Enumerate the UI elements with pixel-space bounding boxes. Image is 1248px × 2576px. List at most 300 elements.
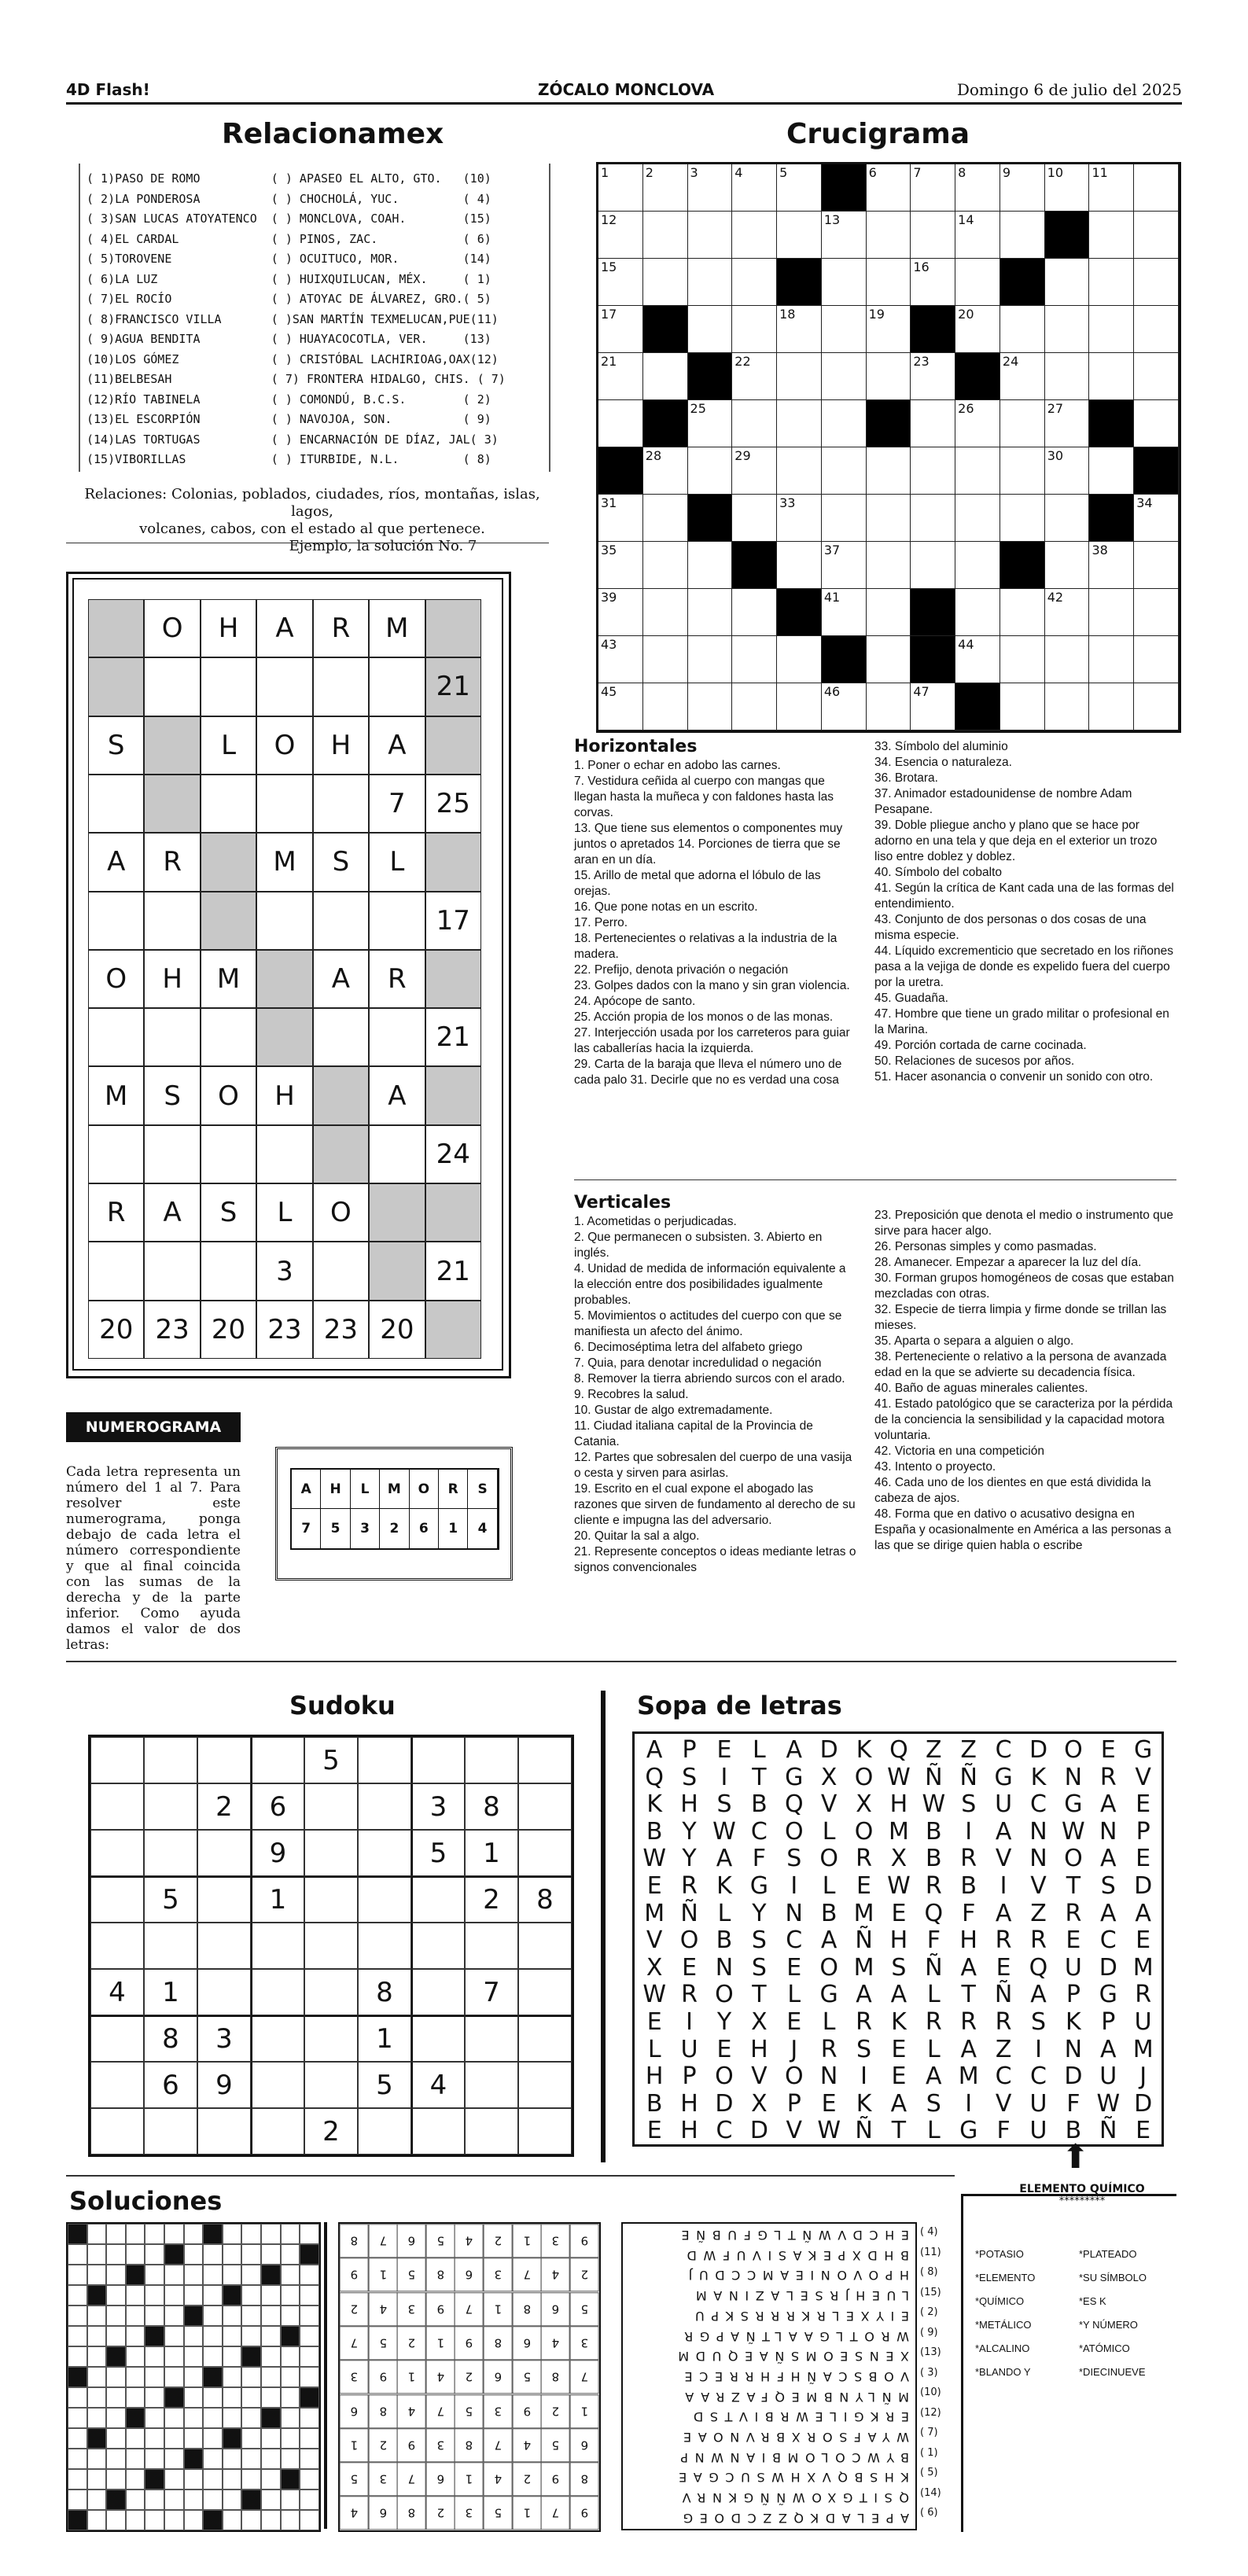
crossword-cell[interactable]	[1045, 589, 1090, 636]
numerograma-cell[interactable]: A	[369, 716, 425, 775]
word-search-letter[interactable]: S	[786, 1845, 802, 1873]
crossword-cell[interactable]	[911, 683, 955, 730]
crossword-cell[interactable]	[1045, 636, 1090, 683]
word-search-letter[interactable]: V	[1030, 1872, 1047, 1900]
word-search-letter[interactable]: A	[995, 1899, 1012, 1927]
word-search-letter[interactable]: C	[786, 1926, 803, 1955]
crossword-cell[interactable]	[598, 212, 643, 259]
sudoku-cell[interactable]	[304, 1969, 358, 2015]
crossword-cell[interactable]	[1045, 542, 1090, 589]
word-search-letter[interactable]: Q	[784, 1790, 804, 1819]
crossword-cell[interactable]	[777, 164, 822, 212]
word-search-letter[interactable]: Y	[752, 1899, 767, 1927]
word-search-letter[interactable]: M	[1132, 1953, 1154, 1982]
sudoku-cell[interactable]	[197, 1737, 251, 1783]
word-search-letter[interactable]: P	[786, 2089, 801, 2118]
numerograma-cell[interactable]	[88, 657, 144, 716]
word-search-letter[interactable]: E	[1136, 1845, 1151, 1873]
numerograma-cell[interactable]: H	[256, 1066, 312, 1124]
word-search-letter[interactable]: Y	[716, 2008, 732, 2036]
crossword-cell[interactable]	[688, 636, 733, 683]
crossword-cell[interactable]	[598, 259, 643, 306]
word-search-letter[interactable]: E	[716, 2035, 732, 2063]
numerograma-cell[interactable]: A	[144, 1183, 200, 1242]
sudoku-cell[interactable]	[90, 2015, 144, 2062]
word-search-letter[interactable]: Q	[1029, 1953, 1048, 1982]
word-search-letter[interactable]: Z	[960, 1736, 977, 1764]
crossword-cell[interactable]	[867, 447, 911, 495]
numerograma-cell[interactable]: S	[313, 833, 369, 891]
crossword-cell[interactable]	[1000, 353, 1045, 400]
word-search-letter[interactable]: Ñ	[925, 1763, 943, 1791]
word-search-letter[interactable]: E	[1136, 1926, 1151, 1955]
crossword-cell[interactable]	[867, 306, 911, 353]
numerograma-cell[interactable]: O	[313, 1183, 369, 1242]
numerograma-cell[interactable]: R	[144, 833, 200, 891]
crossword-cell[interactable]	[822, 683, 867, 730]
word-search-letter[interactable]: G	[819, 1981, 838, 2009]
crossword-cell[interactable]	[1134, 259, 1179, 306]
word-search-letter[interactable]: E	[716, 1736, 732, 1764]
numerograma-cell[interactable]	[201, 892, 256, 950]
numerograma-cell[interactable]	[144, 716, 200, 775]
numerograma-cell[interactable]	[313, 1008, 369, 1066]
numerograma-cell[interactable]: H	[201, 599, 256, 657]
word-search-letter[interactable]: Z	[1030, 1899, 1047, 1927]
word-search-letter[interactable]: Ñ	[925, 1953, 943, 1982]
word-search-letter[interactable]: I	[790, 1872, 798, 1900]
word-search-letter[interactable]: E	[646, 2117, 662, 2145]
crossword-cell[interactable]	[732, 589, 777, 636]
word-search-letter[interactable]: L	[822, 1872, 836, 1900]
crossword-cell[interactable]	[1089, 542, 1134, 589]
numerograma-cell[interactable]: H	[144, 950, 200, 1008]
word-search-letter[interactable]: W	[642, 1845, 667, 1873]
sudoku-cell[interactable]	[358, 1830, 411, 1876]
crossword-cell[interactable]	[867, 353, 911, 400]
numerograma-cell[interactable]	[369, 657, 425, 716]
numerograma-cell[interactable]	[313, 1125, 369, 1183]
word-search-letter[interactable]: C	[716, 2117, 733, 2145]
crossword-cell[interactable]	[732, 636, 777, 683]
crossword-cell[interactable]	[688, 400, 733, 447]
sudoku-cell[interactable]	[251, 1969, 304, 2015]
sudoku-cell[interactable]	[144, 1923, 197, 1969]
crossword-cell[interactable]	[1089, 353, 1134, 400]
word-search-letter[interactable]: T	[752, 1981, 767, 2009]
sudoku-cell[interactable]	[411, 2015, 465, 2062]
word-search-letter[interactable]: L	[926, 1981, 941, 2009]
word-search-letter[interactable]: B	[960, 1872, 977, 1900]
sudoku-cell[interactable]	[465, 2062, 518, 2108]
word-search-letter[interactable]: A	[1135, 1899, 1151, 1927]
crossword-cell[interactable]	[822, 259, 867, 306]
crossword-cell[interactable]	[598, 683, 643, 730]
sudoku-cell[interactable]	[411, 1969, 465, 2015]
numerograma-cell[interactable]: O	[256, 716, 312, 775]
word-search-letter[interactable]: E	[1136, 1790, 1151, 1819]
crossword-cell[interactable]	[1000, 400, 1045, 447]
crossword-cell[interactable]	[1045, 683, 1090, 730]
crossword-cell[interactable]	[777, 542, 822, 589]
word-search-letter[interactable]: G	[1099, 1981, 1117, 2009]
numerograma-cell[interactable]	[256, 892, 312, 950]
crossword-cell[interactable]	[955, 164, 1000, 212]
crossword-cell[interactable]	[688, 306, 733, 353]
word-search-letter[interactable]: V	[1135, 1763, 1151, 1791]
sudoku-cell[interactable]	[197, 1830, 251, 1876]
word-search-letter[interactable]: E	[786, 1953, 802, 1982]
crossword-cell[interactable]	[732, 212, 777, 259]
word-search-letter[interactable]: R	[960, 1845, 977, 1873]
word-search-letter[interactable]: T	[961, 1981, 976, 2009]
word-search-letter[interactable]: Ñ	[959, 1763, 977, 1791]
word-search-letter[interactable]: B	[751, 1790, 768, 1819]
word-search-letter[interactable]: R	[960, 2008, 977, 2036]
sudoku-cell[interactable]	[251, 2062, 304, 2108]
word-search-letter[interactable]: E	[682, 1953, 698, 1982]
word-search-letter[interactable]: B	[1065, 2117, 1082, 2145]
numerograma-cell[interactable]	[313, 1242, 369, 1300]
word-search-letter[interactable]: V	[820, 1790, 838, 1819]
crossword-cell[interactable]	[911, 542, 955, 589]
crossword-cell[interactable]	[955, 212, 1000, 259]
numerograma-cell[interactable]: L	[201, 716, 256, 775]
word-search-letter[interactable]: C	[995, 2063, 1012, 2091]
sudoku-cell[interactable]	[304, 2062, 358, 2108]
crossword-cell[interactable]	[643, 164, 688, 212]
word-search-letter[interactable]: H	[680, 1790, 698, 1819]
numerograma-cell[interactable]: O	[144, 599, 200, 657]
sudoku-cell[interactable]	[518, 1830, 572, 1876]
crossword-cell[interactable]	[822, 589, 867, 636]
sudoku-cell[interactable]	[411, 1876, 465, 1923]
word-search-letter[interactable]: Q	[645, 1763, 664, 1791]
crossword-cell[interactable]	[688, 212, 733, 259]
word-search-letter[interactable]: I	[720, 1763, 728, 1791]
word-search-letter[interactable]: L	[926, 2035, 941, 2063]
crossword-cell[interactable]	[1134, 353, 1179, 400]
word-search-letter[interactable]: U	[680, 2035, 698, 2063]
word-search-letter[interactable]: O	[715, 2063, 734, 2091]
word-search-letter[interactable]: D	[1029, 1736, 1048, 1764]
sudoku-cell[interactable]	[358, 1876, 411, 1923]
word-search-letter[interactable]: C	[750, 1817, 768, 1846]
word-search-letter[interactable]: S	[856, 2035, 872, 2063]
word-search-letter[interactable]: S	[751, 1926, 767, 1955]
word-search-letter[interactable]: I	[1000, 1872, 1007, 1900]
word-search-letter[interactable]: A	[1100, 1790, 1117, 1819]
crossword-cell[interactable]	[1045, 353, 1090, 400]
numerograma-cell[interactable]: M	[256, 833, 312, 891]
word-search-letter[interactable]: R	[1065, 1899, 1082, 1927]
numerograma-cell[interactable]	[201, 833, 256, 891]
numerograma-cell[interactable]: R	[313, 599, 369, 657]
numerograma-cell[interactable]	[144, 1242, 200, 1300]
word-search-letter[interactable]: A	[1100, 1845, 1117, 1873]
word-search-letter[interactable]: N	[819, 2063, 838, 2091]
crossword-cell[interactable]	[867, 636, 911, 683]
crossword-cell[interactable]	[822, 212, 867, 259]
word-search-letter[interactable]: F	[996, 2117, 1011, 2145]
crossword-cell[interactable]	[777, 447, 822, 495]
crossword-cell[interactable]	[643, 636, 688, 683]
sudoku-cell[interactable]	[90, 1923, 144, 1969]
crossword-cell[interactable]	[822, 353, 867, 400]
word-search-letter[interactable]: R	[1099, 1763, 1117, 1791]
word-search-letter[interactable]: G	[1064, 1790, 1083, 1819]
crossword-cell[interactable]	[1045, 164, 1090, 212]
crossword-cell[interactable]	[867, 259, 911, 306]
crossword-cell[interactable]	[1000, 306, 1045, 353]
crossword-cell[interactable]	[1089, 212, 1134, 259]
word-search-letter[interactable]: H	[680, 2117, 698, 2145]
word-search-letter[interactable]: X	[856, 1790, 872, 1819]
word-search-letter[interactable]: H	[645, 2063, 664, 2091]
crossword-cell[interactable]	[643, 495, 688, 542]
crossword-cell[interactable]	[777, 683, 822, 730]
word-search-letter[interactable]: O	[854, 1817, 874, 1846]
crossword-cell[interactable]	[1000, 495, 1045, 542]
word-search-letter[interactable]: R	[856, 1845, 872, 1873]
crossword-cell[interactable]	[643, 542, 688, 589]
crossword-cell[interactable]	[867, 589, 911, 636]
word-search-letter[interactable]: C	[1030, 1790, 1047, 1819]
crossword-cell[interactable]	[777, 212, 822, 259]
numerograma-cell[interactable]	[88, 1008, 144, 1066]
crossword-cell[interactable]	[867, 683, 911, 730]
word-search-letter[interactable]: F	[752, 1845, 766, 1873]
word-search-letter[interactable]: G	[1134, 1736, 1153, 1764]
numerograma-cell[interactable]	[88, 1125, 144, 1183]
crossword-cell[interactable]	[1000, 164, 1045, 212]
sudoku-cell[interactable]	[197, 1969, 251, 2015]
crossword-cell[interactable]	[1089, 259, 1134, 306]
crossword-cell[interactable]	[955, 259, 1000, 306]
crossword-cell[interactable]	[732, 447, 777, 495]
word-search-letter[interactable]: X	[751, 2008, 768, 2036]
sudoku-cell[interactable]	[197, 1923, 251, 1969]
word-search-letter[interactable]: H	[750, 2035, 768, 2063]
crossword-cell[interactable]	[1134, 400, 1179, 447]
sudoku-cell[interactable]	[358, 1923, 411, 1969]
crossword-cell[interactable]	[688, 683, 733, 730]
sudoku-cell[interactable]	[144, 1783, 197, 1830]
numerograma-cell[interactable]	[313, 775, 369, 833]
crossword-cell[interactable]	[777, 306, 822, 353]
word-search-letter[interactable]: V	[786, 2117, 803, 2145]
crossword-cell[interactable]	[777, 353, 822, 400]
numerograma-cell[interactable]	[201, 775, 256, 833]
word-search-letter[interactable]: S	[682, 1763, 698, 1791]
crossword-cell[interactable]	[732, 164, 777, 212]
numerograma-cell[interactable]: R	[88, 1183, 144, 1242]
word-search-letter[interactable]: N	[715, 1953, 734, 1982]
word-search-letter[interactable]: V	[995, 1845, 1012, 1873]
word-search-letter[interactable]: E	[856, 1872, 872, 1900]
sudoku-cell[interactable]	[518, 2108, 572, 2155]
crossword-cell[interactable]	[911, 212, 955, 259]
numerograma-cell[interactable]	[256, 950, 312, 1008]
numerograma-cell[interactable]	[144, 892, 200, 950]
word-search-letter[interactable]: M	[853, 1953, 874, 1982]
sudoku-cell[interactable]	[465, 2015, 518, 2062]
numerograma-cell[interactable]	[201, 657, 256, 716]
word-search-letter[interactable]: E	[821, 2089, 837, 2118]
crossword-cell[interactable]	[822, 447, 867, 495]
sudoku-cell[interactable]	[90, 1830, 144, 1876]
crossword-cell[interactable]	[1134, 212, 1179, 259]
numerograma-cell[interactable]	[88, 599, 144, 657]
word-search-letter[interactable]: O	[784, 2063, 804, 2091]
crossword-cell[interactable]	[732, 683, 777, 730]
word-search-letter[interactable]: K	[646, 1790, 663, 1819]
word-search-letter[interactable]: W	[887, 1763, 911, 1791]
crossword-cell[interactable]	[643, 589, 688, 636]
numerograma-cell[interactable]	[369, 892, 425, 950]
word-search-letter[interactable]: A	[995, 1817, 1012, 1846]
sudoku-cell[interactable]	[251, 1923, 304, 1969]
crossword-cell[interactable]	[732, 306, 777, 353]
numerograma-cell[interactable]	[369, 1242, 425, 1300]
numerograma-cell[interactable]: M	[369, 599, 425, 657]
word-search-letter[interactable]: O	[819, 1845, 838, 1873]
numerograma-cell[interactable]	[144, 657, 200, 716]
word-search-letter[interactable]: E	[996, 1953, 1011, 1982]
word-search-letter[interactable]: E	[786, 2008, 802, 2036]
sudoku-cell[interactable]	[90, 1737, 144, 1783]
word-search-letter[interactable]: P	[682, 2063, 697, 2091]
numerograma-cell[interactable]	[88, 1242, 144, 1300]
word-search-letter[interactable]: A	[646, 1736, 663, 1764]
word-search-letter[interactable]: H	[889, 1926, 908, 1955]
word-search-letter[interactable]: O	[854, 1763, 874, 1791]
crossword-cell[interactable]	[643, 447, 688, 495]
crossword-cell[interactable]	[1045, 400, 1090, 447]
crossword-cell[interactable]	[732, 495, 777, 542]
word-search-letter[interactable]: D	[715, 2089, 734, 2118]
word-search-letter[interactable]: E	[1066, 1926, 1081, 1955]
crossword-cell[interactable]	[598, 589, 643, 636]
word-search-letter[interactable]: L	[787, 1981, 801, 2009]
word-search-letter[interactable]: A	[1100, 1899, 1117, 1927]
sudoku-cell[interactable]	[411, 1737, 465, 1783]
numerograma-cell[interactable]	[201, 1125, 256, 1183]
word-search-letter[interactable]: C	[1099, 1926, 1117, 1955]
word-search-letter[interactable]: O	[715, 1981, 734, 2009]
crossword-cell[interactable]	[955, 306, 1000, 353]
crossword-cell[interactable]	[911, 495, 955, 542]
word-search-letter[interactable]: P	[1101, 2008, 1116, 2036]
word-search-letter[interactable]: T	[1066, 1872, 1081, 1900]
word-search-letter[interactable]: E	[891, 2063, 907, 2091]
numerograma-cell[interactable]	[144, 775, 200, 833]
word-search-letter[interactable]: J	[1139, 2063, 1147, 2091]
sudoku-cell[interactable]	[304, 1830, 358, 1876]
crossword-cell[interactable]	[955, 589, 1000, 636]
word-search-letter[interactable]: K	[716, 1872, 732, 1900]
word-search-letter[interactable]: E	[646, 2008, 662, 2036]
numerograma-cell[interactable]: 7	[369, 775, 425, 833]
word-search-letter[interactable]: Ñ	[855, 1926, 873, 1955]
numerograma-cell[interactable]	[313, 1066, 369, 1124]
crossword-cell[interactable]	[822, 400, 867, 447]
word-search-letter[interactable]: S	[716, 1790, 732, 1819]
word-search-letter[interactable]: H	[959, 1926, 977, 1955]
word-search-letter[interactable]: W	[642, 1981, 667, 2009]
word-search-letter[interactable]: Ñ	[1099, 2117, 1117, 2145]
word-search-letter[interactable]: C	[995, 1736, 1012, 1764]
word-search-letter[interactable]: M	[958, 2063, 979, 2091]
word-search-letter[interactable]: H	[889, 1790, 908, 1819]
word-search-letter[interactable]: U	[1029, 2089, 1047, 2118]
word-search-letter[interactable]: G	[959, 2117, 978, 2145]
word-search-letter[interactable]: W	[922, 1790, 946, 1819]
numerograma-cell[interactable]: M	[88, 1066, 144, 1124]
crossword-cell[interactable]	[732, 400, 777, 447]
crossword-cell[interactable]	[1000, 589, 1045, 636]
numerograma-cell[interactable]: S	[201, 1183, 256, 1242]
word-search-letter[interactable]: A	[960, 1953, 977, 1982]
word-search-letter[interactable]: S	[891, 1953, 907, 1982]
word-search-letter[interactable]: N	[1064, 1763, 1083, 1791]
sudoku-cell[interactable]	[518, 1737, 572, 1783]
crossword-cell[interactable]	[643, 353, 688, 400]
word-search-letter[interactable]: O	[679, 1926, 699, 1955]
crossword-cell[interactable]	[911, 400, 955, 447]
word-search-letter[interactable]: N	[1099, 1817, 1117, 1846]
numerograma-cell[interactable]: A	[88, 833, 144, 891]
word-search-letter[interactable]: K	[1030, 1763, 1047, 1791]
crossword-cell[interactable]	[598, 353, 643, 400]
numerograma-cell[interactable]: 3	[256, 1242, 312, 1300]
sudoku-cell[interactable]	[144, 1737, 197, 1783]
sudoku-cell[interactable]	[358, 2108, 411, 2155]
numerograma-cell[interactable]: A	[256, 599, 312, 657]
word-search-letter[interactable]: O	[819, 1953, 838, 1982]
word-search-letter[interactable]: E	[1100, 1736, 1116, 1764]
crossword-cell[interactable]	[1134, 306, 1179, 353]
word-search-letter[interactable]: G	[994, 1763, 1013, 1791]
word-search-letter[interactable]: X	[820, 1763, 838, 1791]
word-search-letter[interactable]: I	[965, 1817, 973, 1846]
numerograma-cell[interactable]	[144, 1008, 200, 1066]
crossword-cell[interactable]	[1089, 164, 1134, 212]
crossword-cell[interactable]	[822, 495, 867, 542]
crossword-cell[interactable]	[777, 495, 822, 542]
sudoku-cell[interactable]	[90, 1783, 144, 1830]
sudoku-cell[interactable]	[90, 2108, 144, 2155]
word-search-letter[interactable]: F	[962, 1899, 976, 1927]
word-search-letter[interactable]: A	[820, 1926, 838, 1955]
numerograma-cell[interactable]: A	[369, 1066, 425, 1124]
numerograma-cell[interactable]: S	[88, 716, 144, 775]
word-search-letter[interactable]: P	[1136, 1817, 1150, 1846]
crossword-cell[interactable]	[688, 164, 733, 212]
numerograma-cell[interactable]	[369, 1183, 425, 1242]
crossword-cell[interactable]	[822, 542, 867, 589]
sudoku-cell[interactable]	[90, 2062, 144, 2108]
word-search-letter[interactable]: D	[749, 2117, 768, 2145]
word-search-letter[interactable]: Q	[924, 1899, 944, 1927]
crossword-cell[interactable]	[867, 495, 911, 542]
word-search-letter[interactable]: F	[926, 1926, 941, 1955]
numerograma-cell[interactable]	[256, 657, 312, 716]
word-search-letter[interactable]: A	[890, 1981, 907, 2009]
numerograma-cell[interactable]	[256, 1008, 312, 1066]
word-search-letter[interactable]: D	[1099, 1953, 1117, 1982]
crossword-cell[interactable]	[1134, 542, 1179, 589]
